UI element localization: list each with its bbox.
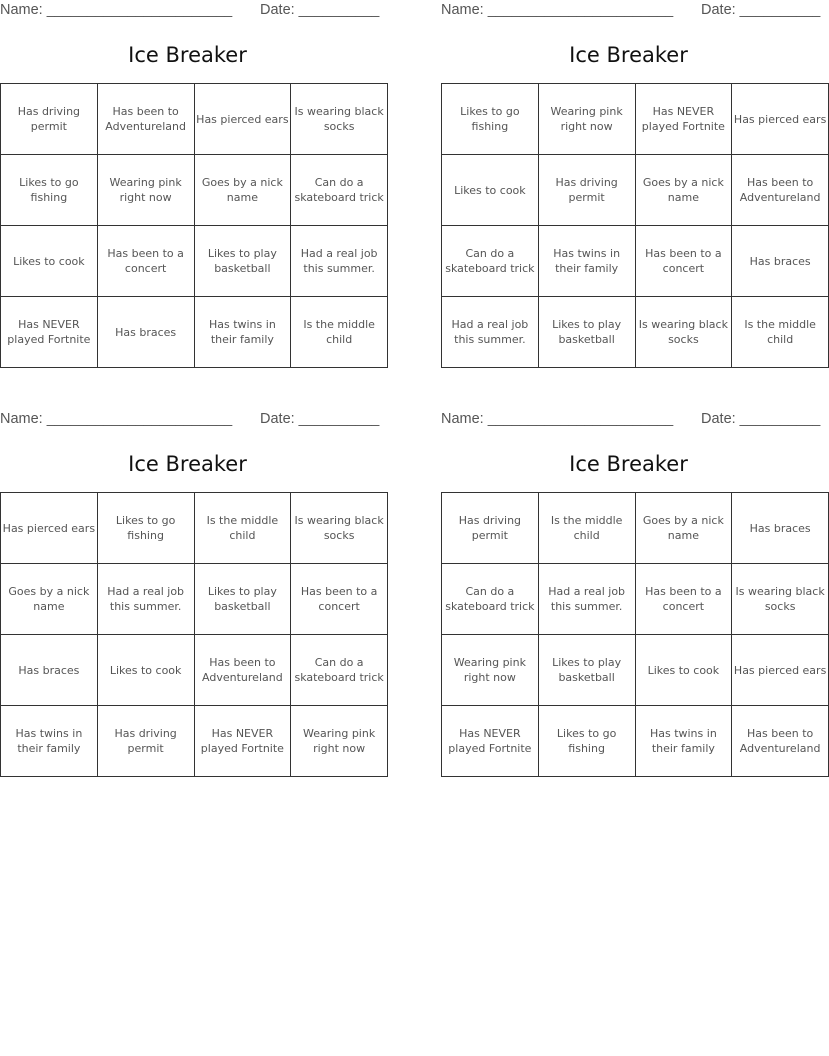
name-field-label: Name: _______________________ — [0, 2, 233, 18]
name-field-label: Name: _______________________ — [441, 411, 674, 427]
grid-cell: Likes to play basketball — [194, 226, 291, 297]
bingo-card — [0, 409, 384, 755]
grid-cell: Has pierced ears — [194, 84, 291, 155]
grid-row — [442, 493, 829, 564]
grid-cell: Likes to cook — [442, 155, 539, 226]
grid-row — [1, 226, 388, 297]
grid-cell: Likes to go fishing — [1, 155, 98, 226]
name-date-line — [0, 409, 380, 431]
name-date-line — [441, 409, 821, 431]
grid-cell: Goes by a nick name — [1, 564, 98, 635]
grid-cell: Is the middle child — [194, 493, 291, 564]
bingo-card — [0, 0, 384, 346]
grid-row — [1, 84, 388, 155]
grid-cell: Is the middle child — [291, 297, 388, 368]
name-field-label: Name: _______________________ — [441, 2, 674, 18]
card-title: Ice Breaker — [569, 43, 688, 67]
grid-cell: Has pierced ears — [732, 635, 829, 706]
grid-cell: Has driving permit — [97, 706, 194, 777]
bingo-grid — [0, 83, 388, 368]
grid-cell: Goes by a nick name — [194, 155, 291, 226]
grid-cell: Can do a skateboard trick — [291, 635, 388, 706]
grid-cell: Has NEVER played Fortnite — [1, 297, 98, 368]
grid-cell: Likes to go fishing — [97, 493, 194, 564]
grid-row — [1, 297, 388, 368]
grid-cell: Has braces — [732, 493, 829, 564]
grid-cell: Has braces — [1, 635, 98, 706]
grid-cell: Is the middle child — [538, 493, 635, 564]
grid-cell: Has braces — [97, 297, 194, 368]
grid-cell: Likes to go fishing — [538, 706, 635, 777]
grid-cell: Is wearing black socks — [291, 493, 388, 564]
grid-row — [442, 226, 829, 297]
grid-cell: Has twins in their family — [635, 706, 732, 777]
grid-cell: Has braces — [732, 226, 829, 297]
grid-cell: Can do a skateboard trick — [442, 564, 539, 635]
name-field-label: Name: _______________________ — [0, 411, 233, 427]
card-title: Ice Breaker — [128, 452, 247, 476]
grid-cell: Likes to cook — [1, 226, 98, 297]
grid-cell: Has NEVER played Fortnite — [442, 706, 539, 777]
grid-row — [1, 706, 388, 777]
grid-cell: Wearing pink right now — [442, 635, 539, 706]
bingo-grid — [441, 83, 829, 368]
grid-cell: Has twins in their family — [194, 297, 291, 368]
grid-cell: Has been to Adventureland — [732, 706, 829, 777]
grid-cell: Has pierced ears — [732, 84, 829, 155]
grid-row — [442, 297, 829, 368]
grid-row — [442, 84, 829, 155]
grid-row — [1, 635, 388, 706]
grid-cell: Likes to cook — [635, 635, 732, 706]
bingo-grid — [441, 492, 829, 777]
grid-cell: Likes to play basketball — [194, 564, 291, 635]
grid-cell: Has driving permit — [538, 155, 635, 226]
date-field-label: Date: __________ — [260, 411, 380, 427]
grid-cell: Has been to Adventureland — [732, 155, 829, 226]
grid-cell: Has been to Adventureland — [97, 84, 194, 155]
grid-cell: Has been to Adventureland — [194, 635, 291, 706]
grid-cell: Is wearing black socks — [291, 84, 388, 155]
grid-row — [442, 564, 829, 635]
grid-cell: Can do a skateboard trick — [291, 155, 388, 226]
bingo-grid — [0, 492, 388, 777]
grid-row — [1, 155, 388, 226]
grid-cell: Has twins in their family — [538, 226, 635, 297]
grid-cell: Had a real job this summer. — [442, 297, 539, 368]
grid-cell: Likes to cook — [97, 635, 194, 706]
grid-cell: Likes to play basketball — [538, 635, 635, 706]
grid-cell: Has been to a concert — [291, 564, 388, 635]
grid-row — [442, 706, 829, 777]
grid-cell: Had a real job this summer. — [538, 564, 635, 635]
grid-row — [442, 155, 829, 226]
grid-cell: Likes to go fishing — [442, 84, 539, 155]
card-title: Ice Breaker — [128, 43, 247, 67]
grid-cell: Has been to a concert — [97, 226, 194, 297]
grid-cell: Goes by a nick name — [635, 493, 732, 564]
grid-cell: Has pierced ears — [1, 493, 98, 564]
card-title: Ice Breaker — [569, 452, 688, 476]
grid-row — [1, 493, 388, 564]
grid-cell: Has NEVER played Fortnite — [194, 706, 291, 777]
grid-cell: Has driving permit — [1, 84, 98, 155]
grid-cell: Has twins in their family — [1, 706, 98, 777]
grid-cell: Had a real job this summer. — [291, 226, 388, 297]
grid-cell: Is wearing black socks — [635, 297, 732, 368]
bingo-card — [441, 0, 827, 346]
grid-cell: Wearing pink right now — [291, 706, 388, 777]
name-date-line — [441, 0, 821, 22]
grid-row — [1, 564, 388, 635]
grid-cell: Has been to a concert — [635, 564, 732, 635]
grid-cell: Has NEVER played Fortnite — [635, 84, 732, 155]
grid-cell: Wearing pink right now — [97, 155, 194, 226]
grid-cell: Has driving permit — [442, 493, 539, 564]
bingo-card — [441, 409, 827, 755]
grid-cell: Has been to a concert — [635, 226, 732, 297]
date-field-label: Date: __________ — [260, 2, 380, 18]
date-field-label: Date: __________ — [701, 2, 821, 18]
grid-cell: Likes to play basketball — [538, 297, 635, 368]
grid-cell: Can do a skateboard trick — [442, 226, 539, 297]
name-date-line — [0, 0, 380, 22]
grid-cell: Goes by a nick name — [635, 155, 732, 226]
grid-cell: Wearing pink right now — [538, 84, 635, 155]
grid-cell: Is the middle child — [732, 297, 829, 368]
date-field-label: Date: __________ — [701, 411, 821, 427]
grid-cell: Is wearing black socks — [732, 564, 829, 635]
grid-cell: Had a real job this summer. — [97, 564, 194, 635]
grid-row — [442, 635, 829, 706]
